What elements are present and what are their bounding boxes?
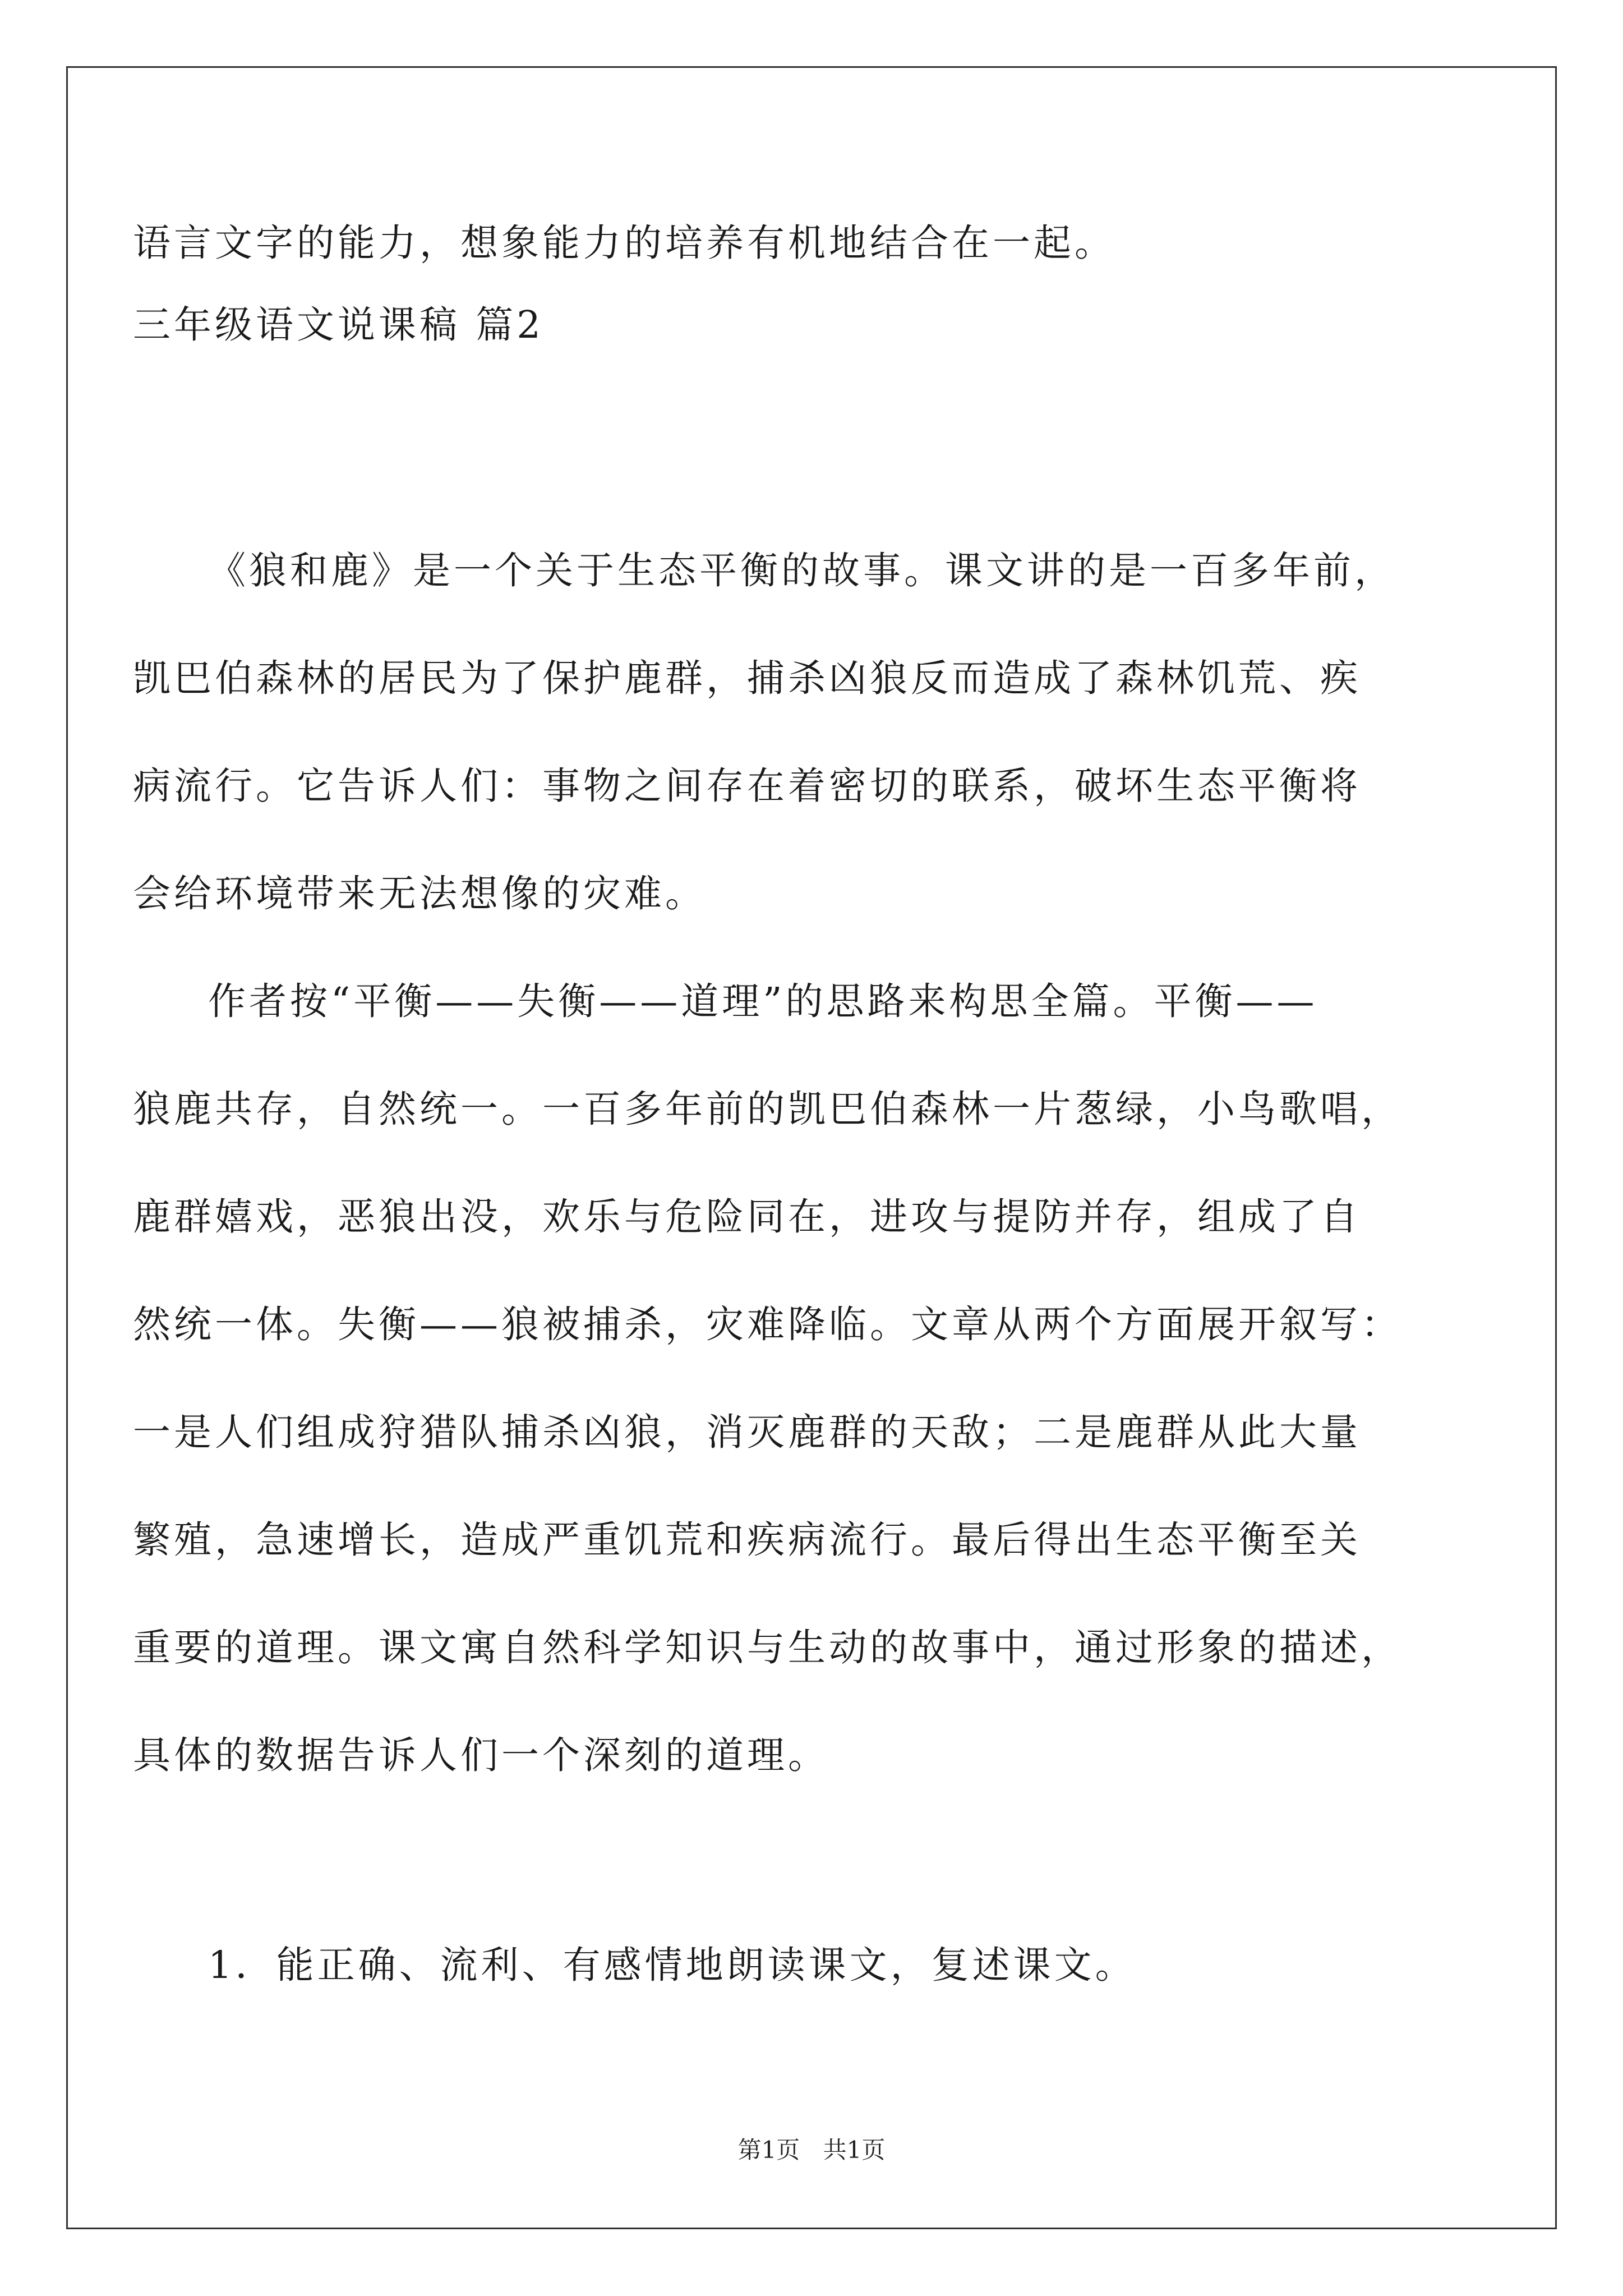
paragraph-line: 凯巴伯森林的居民为了保护鹿群，捕杀凶狼反而造成了森林饥荒、疾: [133, 656, 1361, 700]
paragraph-line: 会给环境带来无法想像的灾难。: [133, 872, 706, 915]
paragraph-line: 然统一体。失衡——狼被捕杀，灾难降临。文章从两个方面展开叙写：: [133, 1303, 1402, 1346]
paragraph-line: 《狼和鹿》是一个关于生态平衡的故事。课文讲的是一百多年前，: [208, 549, 1395, 592]
paragraph-line: 狼鹿共存，自然统一。一百多年前的凯巴伯森林一片葱绿，小鸟歌唱，: [133, 1087, 1402, 1131]
page-number-current: 第1页: [737, 2136, 800, 2164]
paragraph-line: 作者按“平衡——失衡——道理”的思路来构思全篇。平衡——: [208, 979, 1318, 1023]
paragraph-line: 鹿群嬉戏，恶狼出没，欢乐与危险同在，进攻与提防并存，组成了自: [133, 1195, 1361, 1239]
page-footer: [0, 2132, 1623, 2165]
paragraph-line: 病流行。它告诉人们：事物之间存在着密切的联系，破坏生态平衡将: [133, 764, 1361, 808]
paragraph-line: 重要的道理。课文寓自然科学知识与生动的故事中，通过形象的描述，: [133, 1626, 1402, 1669]
paragraph-line: 繁殖，急速增长，造成严重饥荒和疾病流行。最后得出生态平衡至关: [133, 1518, 1361, 1562]
paragraph-line: 一是人们组成狩猎队捕杀凶狼，消灭鹿群的天敌；二是鹿群从此大量: [133, 1410, 1361, 1454]
paragraph-line: 具体的数据告诉人们一个深刻的道理。: [133, 1733, 829, 1777]
page-border: [66, 66, 1557, 2229]
paragraph-line: 语言文字的能力，想象能力的培养有机地结合在一起。: [133, 221, 1115, 265]
page-number-total: 共1页: [823, 2136, 886, 2164]
list-item: 1．能正确、流利、有感情地朗读课文，复述课文。: [208, 1943, 1136, 1987]
section-heading: 三年级语文说课稿 篇2: [133, 303, 544, 347]
